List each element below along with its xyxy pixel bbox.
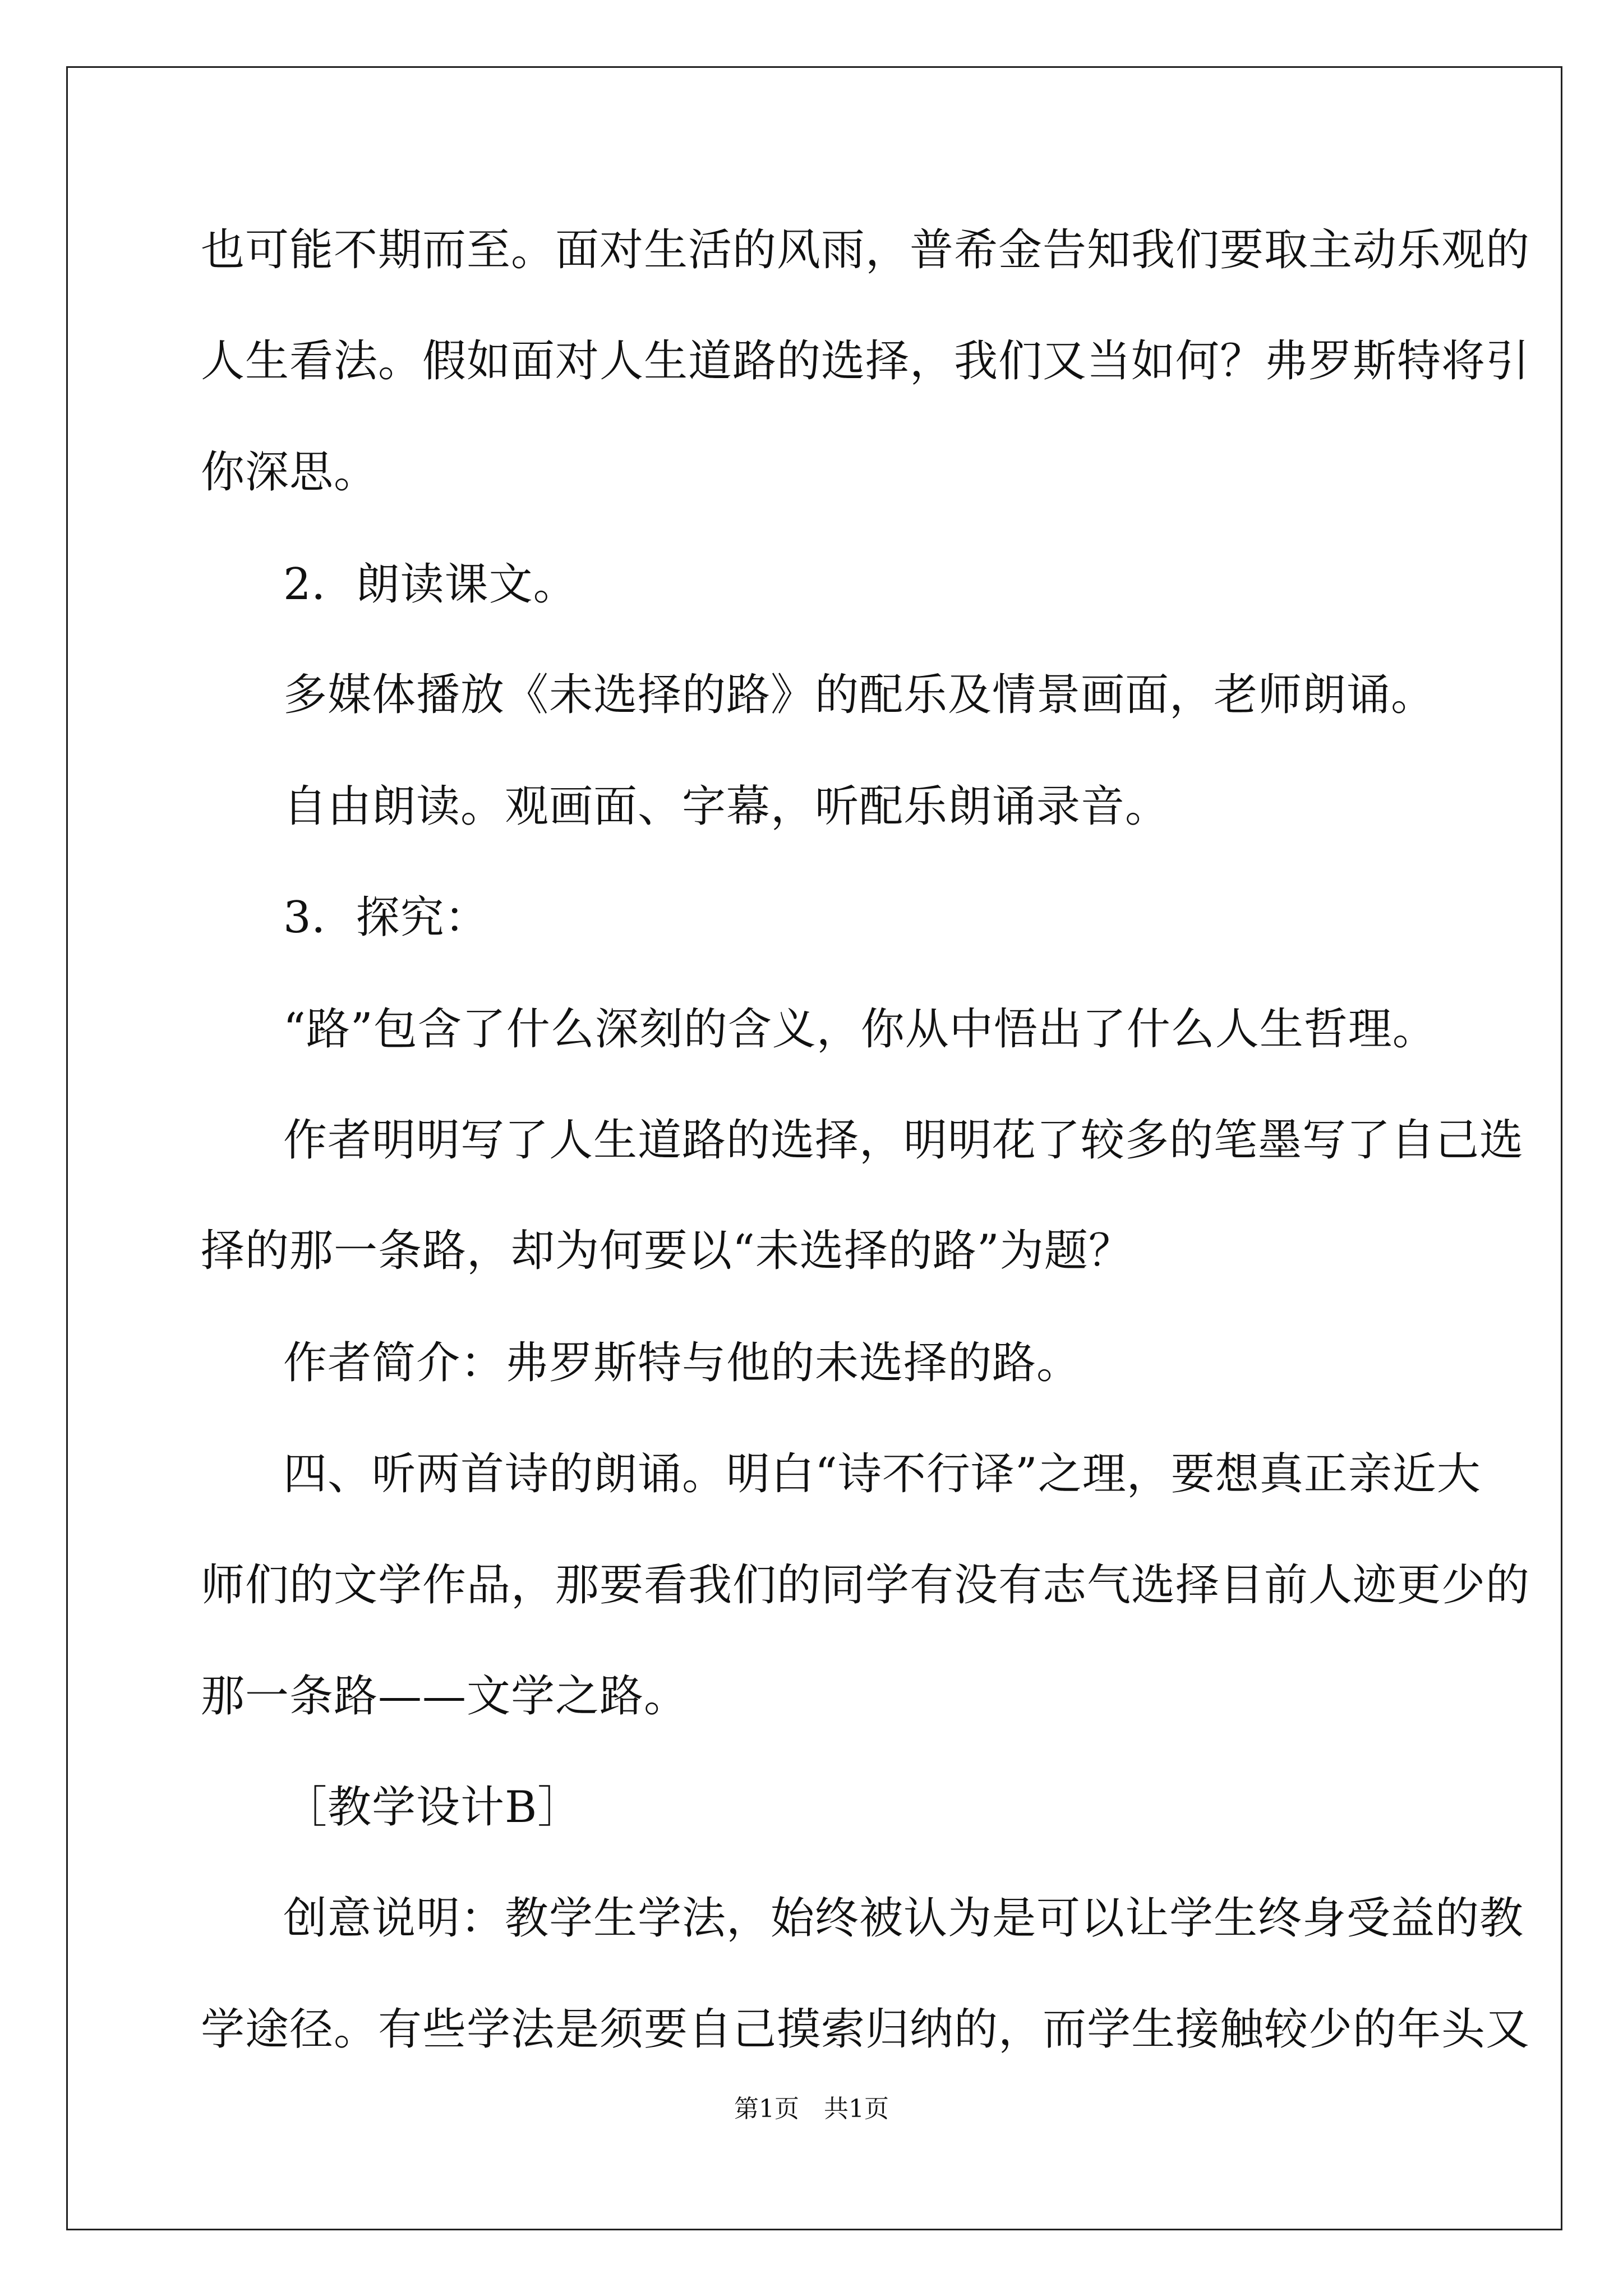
text-line: 你深思。	[201, 447, 379, 498]
page-footer: 第1页 共1页	[734, 2095, 889, 2123]
text-line: 四、听两首诗的朗诵。明白“诗不行译”之理，要想真正亲近大	[283, 1449, 1481, 1499]
text-line: 创意说明：教学生学法，始终被认为是可以让学生终身受益的教	[283, 1893, 1524, 1944]
text-line: 择的那一条路，却为何要以“未选择的路”为题？	[201, 1226, 1133, 1276]
text-line: 学途径。有些学法是须要自己摸索归纳的，而学生接触较少的年头又	[201, 2004, 1530, 2055]
text-line: 作者简介：弗罗斯特与他的未选择的路。	[283, 1338, 1081, 1388]
text-line: 也可能不期而至。面对生活的风雨，普希金告知我们要取主动乐观的	[201, 225, 1530, 275]
text-line: 那一条路——文学之路。	[201, 1671, 689, 1722]
text-line: 师们的文学作品，那要看我们的同学有没有志气选择目前人迹更少的	[201, 1560, 1530, 1611]
text-line: 多媒体播放《未选择的路》的配乐及情景画面，老师朗诵。	[283, 670, 1436, 720]
text-line: 2．朗读课文。	[283, 559, 578, 610]
text-line: 作者明明写了人生道路的选择，明明花了较多的笔墨写了自己选	[283, 1115, 1524, 1166]
text-line: 人生看法。假如面对人生道路的选择，我们又当如何？弗罗斯特将引	[201, 336, 1530, 386]
text-line: 自由朗读。观画面、字幕，听配乐朗诵录音。	[283, 781, 1170, 832]
section-heading: ［教学设计B］	[283, 1782, 582, 1833]
text-line: “路”包含了什么深刻的含义，你从中悟出了什么人生哲理。	[283, 1004, 1437, 1055]
text-line: 3．探究：	[283, 892, 489, 943]
